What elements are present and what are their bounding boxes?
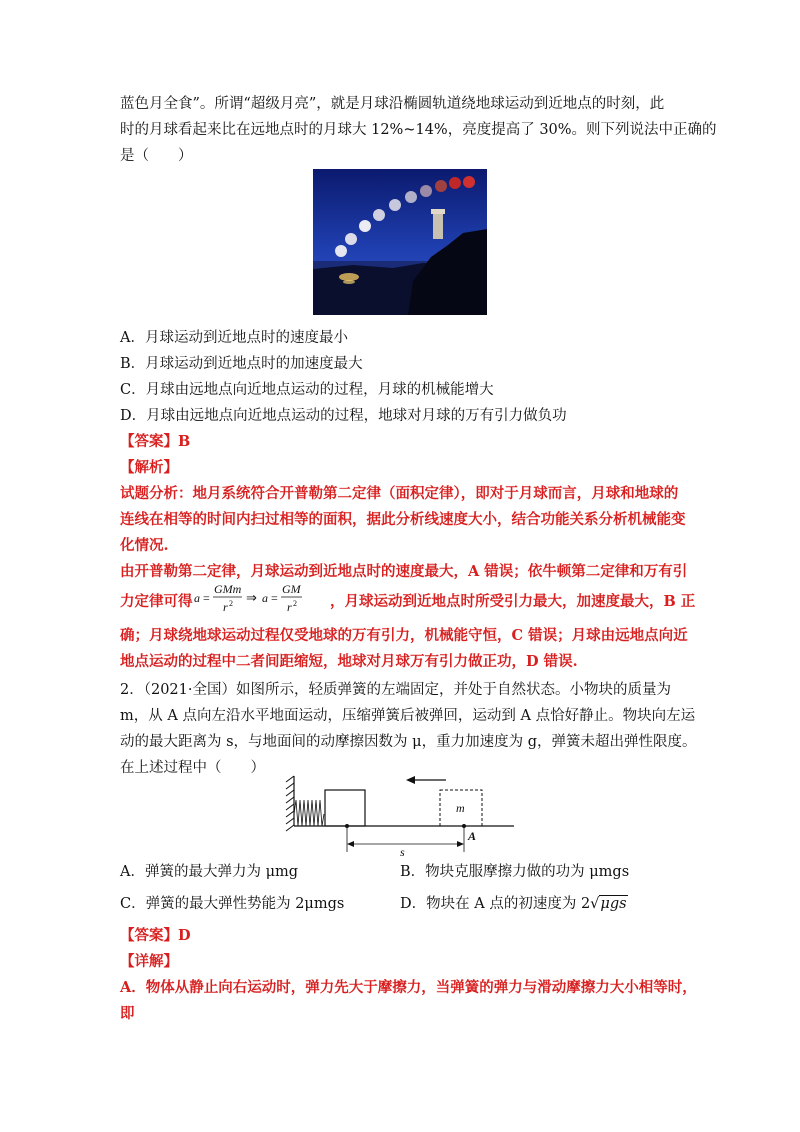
q1-formula-suffix: ，月球运动到近地点时所受引力最大，加速度最大，B 正	[330, 593, 696, 610]
q1-analysis-line-6: 确；月球绕地球运动过程仅受地球的万有引力，机械能守恒，C 错误；月球由远地点向近	[120, 627, 688, 644]
q2-option-d	[400, 894, 628, 914]
q1-option-d: D．月球由远地点向近地点运动的过程，地球对月球的万有引力做负功	[120, 408, 567, 424]
intro-line-1: 蓝色月全食”。所谓“超级月亮”，就是月球沿椭圆轨道绕地球运动到近地点的时刻，此	[120, 96, 665, 112]
lunar-eclipse-photo	[313, 169, 487, 315]
q1-analysis-line-2: 连线在相等的时间内扫过相等的面积，据此分析线速度大小，结合功能关系分析机械能变	[120, 511, 686, 528]
q1-analysis-line-4: 由开普勒第二定律，月球运动到近地点时的速度最大，A 错误；依牛顿第二定律和万有引	[120, 563, 688, 580]
spring-block-diagram	[278, 772, 518, 858]
formula-equals-2: =	[271, 591, 278, 605]
intro-line-3: 是（ ）	[120, 148, 193, 164]
q2-stem-line-2: m，从 A 点向左沿水平地面运动，压缩弹簧后被弹回，运动到 A 点恰好静止。物块向左运	[120, 708, 696, 724]
wall-hatching	[286, 776, 294, 831]
q2-stem-line-3: 动的最大距离为 s，与地面间的动摩擦因数为 μ，重力加速度为 g，弹簧未超出弹性限度。	[120, 734, 697, 750]
formula-numerator-2: GM	[282, 582, 301, 596]
q1-option-b: B．月球运动到近地点时的加速度最大	[120, 356, 363, 372]
q2-detail-line-2: 即	[120, 1005, 135, 1022]
block-compressed	[325, 790, 365, 826]
intro-line-2: 时的月球看起来比在远地点时的月球大 12%~14%，亮度提高了 30%。则下列说法中正确的	[120, 122, 717, 138]
formula-a: a	[194, 591, 200, 605]
point-a-label: A	[468, 829, 477, 843]
formula-implies: ⇒	[246, 590, 257, 605]
q2-option-d-radicand: μgs	[600, 896, 627, 912]
q1-option-a: A．月球运动到近地点时的速度最小	[120, 330, 348, 346]
q2-option-d-coef: 2	[580, 896, 591, 912]
q1-option-c: C．月球由远地点向近地点运动的过程，月球的机械能增大	[120, 382, 494, 398]
q2-detail-line-1: A．物体从静止向右运动时，弹力先大于摩擦力，当弹簧的弹力与滑动摩擦力大小相等时，	[120, 979, 697, 996]
formula-denominator-1: r	[223, 600, 228, 614]
dim-arrow-right	[457, 841, 464, 847]
formula-exponent-2: 2	[293, 599, 297, 608]
q1-analysis-line-3: 化情况.	[120, 537, 169, 554]
formula-denominator-2: r	[287, 600, 292, 614]
arrow-left-icon	[406, 776, 415, 784]
q1-formula-prefix: 力定律可得	[120, 593, 193, 610]
dim-arrow-left	[347, 841, 354, 847]
formula-equals: =	[203, 591, 210, 605]
q1-analysis-line-1: 试题分析：地月系统符合开普勒第二定律（面积定律），即对于月球而言，月球和地球的	[120, 485, 679, 502]
left-point	[345, 824, 349, 828]
q2-detail-label: 【详解】	[120, 953, 178, 970]
q2-option-c: C．弹簧的最大弹性势能为 2μmgs	[120, 896, 345, 912]
formula-a-2: a	[262, 591, 268, 605]
q2-stem-line-1: 2．（2021·全国）如图所示，轻质弹簧的左端固定，并处于自然状态。小物块的质量为	[120, 682, 671, 698]
gravitation-formula	[192, 578, 328, 618]
sqrt-icon: √	[590, 896, 600, 912]
q2-option-d-text: D．物块在 A 点的初速度为	[400, 896, 577, 912]
formula-numerator-1: GMm	[214, 582, 242, 596]
q2-stem-line-4: 在上述过程中（ ）	[120, 760, 265, 776]
q1-analysis-label: 【解析】	[120, 459, 178, 476]
spring	[294, 800, 324, 826]
distance-label: s	[400, 845, 405, 858]
q1-analysis-line-7: 地点运动的过程中二者间距缩短，地球对月球万有引力做正功，D 错误.	[120, 653, 578, 670]
q2-answer: 【答案】D	[120, 927, 191, 944]
point-a	[462, 824, 466, 828]
q2-option-b: B．物块克服摩擦力做的功为 μmgs	[400, 864, 630, 880]
q1-answer: 【答案】B	[120, 433, 191, 450]
mass-label: m	[456, 801, 465, 815]
formula-exponent-1: 2	[229, 599, 233, 608]
q2-option-a: A．弹簧的最大弹力为 μmg	[120, 864, 299, 880]
